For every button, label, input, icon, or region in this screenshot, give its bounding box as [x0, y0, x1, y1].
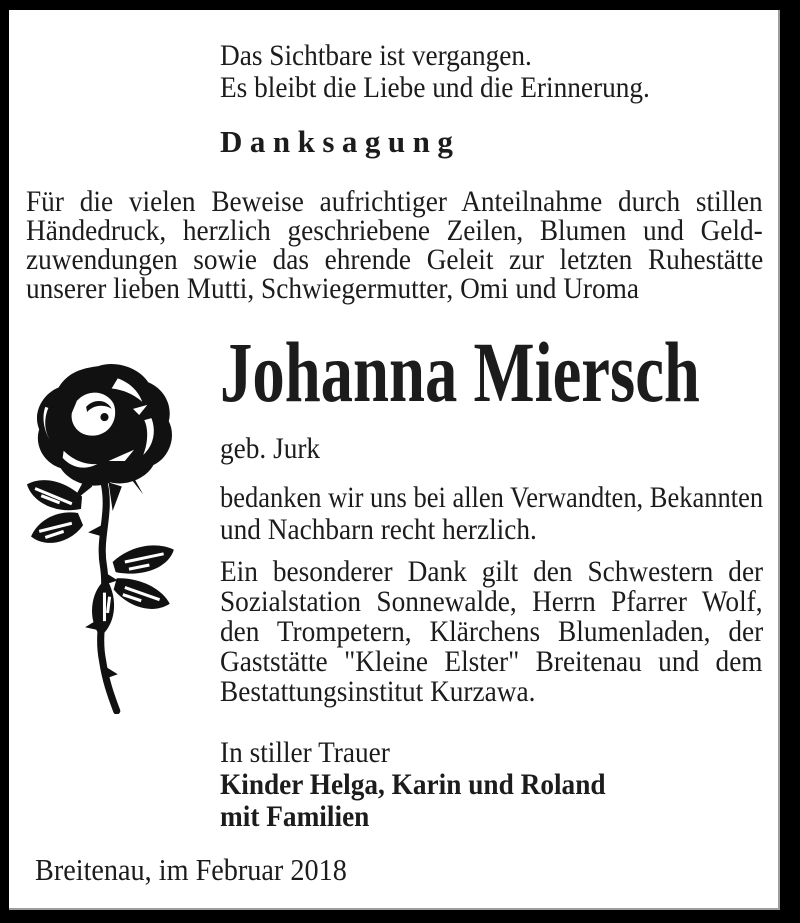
notice-heading: Danksagung: [220, 124, 461, 159]
intro-line-4: unserer lieben Mutti, Schwiegermutter, Omi und Uroma: [26, 272, 640, 305]
special-thanks-paragraph: [220, 557, 763, 707]
thanks-line-1: bedanken wir uns bei allen Verwandten, Bekannten: [220, 481, 764, 514]
dateline: Breitenau, im Februar 2018: [35, 852, 347, 887]
deceased-name: Johanna Miersch: [220, 324, 700, 420]
mourners-line-2: mit Familien: [220, 800, 370, 833]
thanks-line-2: und Nachbarn recht herzlich.: [220, 513, 537, 546]
special-thanks-line-5: Bestattungsinstitut Kurzawa.: [220, 675, 536, 708]
intro-paragraph: [26, 187, 763, 303]
intro-line-1: Für die vielen Beweise aufrichtiger Anteilnahme durch stillen: [26, 185, 763, 218]
epigraph-line-1: Das Sichtbare ist vergangen.: [220, 39, 532, 72]
rose-icon: [18, 362, 193, 714]
mourners-line-1: Kinder Helga, Karin und Roland: [220, 768, 606, 801]
thanks-paragraph: [220, 482, 763, 546]
epigraph: [220, 40, 692, 104]
epigraph-line-2: Es bleibt die Liebe und die Erinnerung.: [220, 71, 650, 104]
special-thanks-line-4: Gaststätte "Kleine Elster" Breitenau und dem: [220, 645, 763, 678]
maiden-name: geb. Jurk: [220, 432, 321, 465]
intro-line-2: Händedruck, herzlich geschriebene Zeilen, Blumen und Geld-: [26, 214, 763, 247]
intro-line-3: zuwendungen sowie das ehrende Geleit zur letzten Ruhestätte: [26, 243, 764, 276]
mourners-block: [220, 737, 763, 833]
special-thanks-line-3: den Trompetern, Klärchens Blumenladen, der: [220, 615, 764, 648]
special-thanks-line-1: Ein besonderer Dank gilt den Schwestern der: [220, 555, 764, 588]
special-thanks-line-2: Sozialstation Sonnewalde, Herrn Pfarrer Wolf,: [220, 585, 763, 618]
closing-phrase: In stiller Trauer: [220, 736, 390, 769]
